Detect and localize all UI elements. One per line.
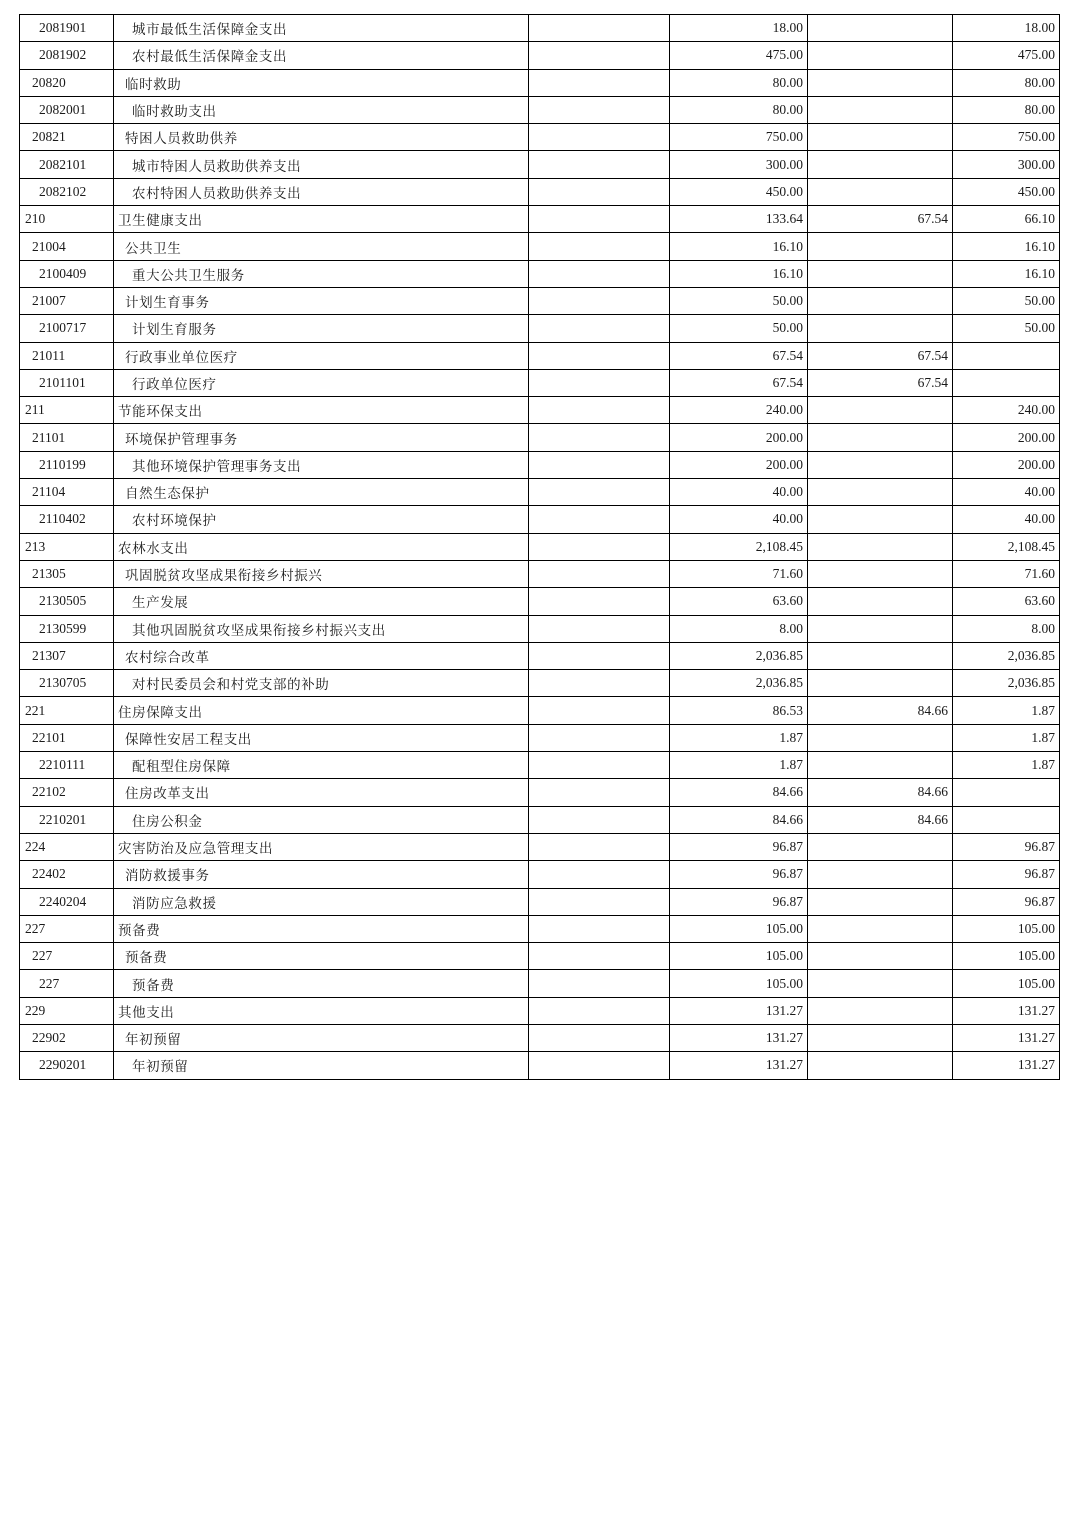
item-name-cell: 环境保护管理事务 [114, 424, 529, 451]
code-cell: 224 [20, 833, 114, 860]
value2-cell: 84.66 [808, 806, 953, 833]
table-row [20, 69, 1060, 96]
code-cell: 2130505 [20, 588, 114, 615]
table-row [20, 670, 1060, 697]
value3-cell [953, 369, 1060, 396]
empty-cell [529, 42, 670, 69]
value1-cell: 50.00 [670, 315, 808, 342]
value3-cell: 1.87 [953, 724, 1060, 751]
empty-cell [529, 479, 670, 506]
code-cell: 2130599 [20, 615, 114, 642]
value2-cell [808, 752, 953, 779]
table-row [20, 479, 1060, 506]
value2-cell: 67.54 [808, 206, 953, 233]
item-name-cell: 节能环保支出 [114, 397, 529, 424]
value3-cell: 18.00 [953, 15, 1060, 42]
value1-cell: 300.00 [670, 151, 808, 178]
item-name-cell: 城市最低生活保障金支出 [114, 15, 529, 42]
value2-cell [808, 533, 953, 560]
value1-cell: 133.64 [670, 206, 808, 233]
value1-cell: 40.00 [670, 479, 808, 506]
item-name-cell: 行政单位医疗 [114, 369, 529, 396]
empty-cell [529, 342, 670, 369]
table-row [20, 260, 1060, 287]
value3-cell: 80.00 [953, 96, 1060, 123]
value3-cell: 96.87 [953, 833, 1060, 860]
empty-cell [529, 752, 670, 779]
value2-cell [808, 96, 953, 123]
value1-cell: 80.00 [670, 69, 808, 96]
code-cell: 2110199 [20, 451, 114, 478]
value2-cell [808, 479, 953, 506]
table-row [20, 42, 1060, 69]
empty-cell [529, 833, 670, 860]
code-cell: 21104 [20, 479, 114, 506]
value3-cell: 40.00 [953, 506, 1060, 533]
value2-cell [808, 287, 953, 314]
empty-cell [529, 642, 670, 669]
code-cell: 20821 [20, 124, 114, 151]
item-name-cell: 计划生育服务 [114, 315, 529, 342]
code-cell: 22902 [20, 1024, 114, 1051]
empty-cell [529, 888, 670, 915]
item-name-cell: 预备费 [114, 915, 529, 942]
empty-cell [529, 369, 670, 396]
code-cell: 22402 [20, 861, 114, 888]
value3-cell: 240.00 [953, 397, 1060, 424]
value3-cell: 50.00 [953, 287, 1060, 314]
code-cell: 2130705 [20, 670, 114, 697]
value2-cell [808, 151, 953, 178]
code-cell: 227 [20, 915, 114, 942]
budget-table-body [20, 15, 1060, 1080]
value2-cell: 67.54 [808, 342, 953, 369]
empty-cell [529, 997, 670, 1024]
value3-cell: 80.00 [953, 69, 1060, 96]
value2-cell: 67.54 [808, 369, 953, 396]
item-name-cell: 农村特困人员救助供养支出 [114, 178, 529, 205]
empty-cell [529, 861, 670, 888]
table-row [20, 560, 1060, 587]
empty-cell [529, 287, 670, 314]
value3-cell: 200.00 [953, 451, 1060, 478]
item-name-cell: 自然生态保护 [114, 479, 529, 506]
empty-cell [529, 1024, 670, 1051]
table-row [20, 943, 1060, 970]
value3-cell: 16.10 [953, 260, 1060, 287]
empty-cell [529, 533, 670, 560]
item-name-cell: 临时救助 [114, 69, 529, 96]
table-row [20, 1024, 1060, 1051]
item-name-cell: 消防应急救援 [114, 888, 529, 915]
empty-cell [529, 943, 670, 970]
table-row [20, 506, 1060, 533]
item-name-cell: 住房公积金 [114, 806, 529, 833]
item-name-cell: 消防救援事务 [114, 861, 529, 888]
value2-cell [808, 560, 953, 587]
table-row [20, 833, 1060, 860]
empty-cell [529, 915, 670, 942]
value1-cell: 84.66 [670, 806, 808, 833]
value2-cell [808, 997, 953, 1024]
value3-cell: 475.00 [953, 42, 1060, 69]
value1-cell: 8.00 [670, 615, 808, 642]
item-name-cell: 计划生育事务 [114, 287, 529, 314]
code-cell: 21011 [20, 342, 114, 369]
value3-cell: 8.00 [953, 615, 1060, 642]
value2-cell [808, 315, 953, 342]
value1-cell: 16.10 [670, 233, 808, 260]
code-cell: 2081901 [20, 15, 114, 42]
empty-cell [529, 560, 670, 587]
code-cell: 21101 [20, 424, 114, 451]
value1-cell: 105.00 [670, 970, 808, 997]
value2-cell [808, 861, 953, 888]
value2-cell [808, 943, 953, 970]
value2-cell [808, 178, 953, 205]
empty-cell [529, 233, 670, 260]
empty-cell [529, 315, 670, 342]
code-cell: 2240204 [20, 888, 114, 915]
table-row [20, 861, 1060, 888]
value3-cell [953, 779, 1060, 806]
item-name-cell: 年初预留 [114, 1024, 529, 1051]
item-name-cell: 其他巩固脱贫攻坚成果衔接乡村振兴支出 [114, 615, 529, 642]
value1-cell: 450.00 [670, 178, 808, 205]
value1-cell: 105.00 [670, 915, 808, 942]
value3-cell: 450.00 [953, 178, 1060, 205]
value3-cell: 200.00 [953, 424, 1060, 451]
value2-cell [808, 833, 953, 860]
table-row [20, 124, 1060, 151]
value3-cell: 2,036.85 [953, 642, 1060, 669]
empty-cell [529, 806, 670, 833]
value2-cell: 84.66 [808, 697, 953, 724]
code-cell: 21307 [20, 642, 114, 669]
table-row [20, 697, 1060, 724]
value2-cell [808, 124, 953, 151]
code-cell: 211 [20, 397, 114, 424]
value1-cell: 71.60 [670, 560, 808, 587]
value3-cell: 1.87 [953, 752, 1060, 779]
code-cell: 22101 [20, 724, 114, 751]
empty-cell [529, 779, 670, 806]
table-row [20, 724, 1060, 751]
value3-cell: 750.00 [953, 124, 1060, 151]
empty-cell [529, 588, 670, 615]
value1-cell: 86.53 [670, 697, 808, 724]
code-cell: 20820 [20, 69, 114, 96]
item-name-cell: 其他支出 [114, 997, 529, 1024]
code-cell: 2101101 [20, 369, 114, 396]
table-row [20, 752, 1060, 779]
item-name-cell: 城市特困人员救助供养支出 [114, 151, 529, 178]
table-row [20, 233, 1060, 260]
value3-cell: 105.00 [953, 970, 1060, 997]
value2-cell [808, 915, 953, 942]
code-cell: 22102 [20, 779, 114, 806]
code-cell: 2082001 [20, 96, 114, 123]
value2-cell [808, 451, 953, 478]
item-name-cell: 配租型住房保障 [114, 752, 529, 779]
value1-cell: 131.27 [670, 997, 808, 1024]
value3-cell: 63.60 [953, 588, 1060, 615]
code-cell: 2210201 [20, 806, 114, 833]
table-row [20, 287, 1060, 314]
empty-cell [529, 615, 670, 642]
value2-cell [808, 970, 953, 997]
value1-cell: 96.87 [670, 888, 808, 915]
table-row [20, 342, 1060, 369]
value1-cell: 63.60 [670, 588, 808, 615]
value1-cell: 475.00 [670, 42, 808, 69]
value1-cell: 105.00 [670, 943, 808, 970]
table-row [20, 315, 1060, 342]
value2-cell [808, 397, 953, 424]
item-name-cell: 农村综合改革 [114, 642, 529, 669]
code-cell: 2100717 [20, 315, 114, 342]
empty-cell [529, 451, 670, 478]
value3-cell: 50.00 [953, 315, 1060, 342]
item-name-cell: 重大公共卫生服务 [114, 260, 529, 287]
value2-cell [808, 588, 953, 615]
empty-cell [529, 69, 670, 96]
value1-cell: 131.27 [670, 1024, 808, 1051]
code-cell: 227 [20, 970, 114, 997]
value1-cell: 84.66 [670, 779, 808, 806]
table-row [20, 888, 1060, 915]
item-name-cell: 公共卫生 [114, 233, 529, 260]
value2-cell: 84.66 [808, 779, 953, 806]
table-row [20, 96, 1060, 123]
value1-cell: 1.87 [670, 724, 808, 751]
value1-cell: 131.27 [670, 1052, 808, 1079]
table-row [20, 588, 1060, 615]
table-row [20, 1052, 1060, 1079]
value3-cell [953, 806, 1060, 833]
value2-cell [808, 642, 953, 669]
value2-cell [808, 233, 953, 260]
value3-cell: 96.87 [953, 888, 1060, 915]
table-row [20, 397, 1060, 424]
item-name-cell: 农村最低生活保障金支出 [114, 42, 529, 69]
code-cell: 2110402 [20, 506, 114, 533]
code-cell: 229 [20, 997, 114, 1024]
value3-cell: 131.27 [953, 997, 1060, 1024]
code-cell: 221 [20, 697, 114, 724]
item-name-cell: 保障性安居工程支出 [114, 724, 529, 751]
empty-cell [529, 697, 670, 724]
value2-cell [808, 69, 953, 96]
item-name-cell: 特困人员救助供养 [114, 124, 529, 151]
empty-cell [529, 151, 670, 178]
empty-cell [529, 970, 670, 997]
table-row [20, 997, 1060, 1024]
empty-cell [529, 15, 670, 42]
table-row [20, 533, 1060, 560]
value2-cell [808, 615, 953, 642]
value1-cell: 50.00 [670, 287, 808, 314]
code-cell: 227 [20, 943, 114, 970]
item-name-cell: 年初预留 [114, 1052, 529, 1079]
table-row [20, 151, 1060, 178]
value2-cell [808, 1052, 953, 1079]
code-cell: 21007 [20, 287, 114, 314]
item-name-cell: 灾害防治及应急管理支出 [114, 833, 529, 860]
value3-cell [953, 342, 1060, 369]
table-row [20, 451, 1060, 478]
value1-cell: 2,108.45 [670, 533, 808, 560]
item-name-cell: 卫生健康支出 [114, 206, 529, 233]
item-name-cell: 对村民委员会和村党支部的补助 [114, 670, 529, 697]
code-cell: 2082101 [20, 151, 114, 178]
value2-cell [808, 42, 953, 69]
empty-cell [529, 724, 670, 751]
empty-cell [529, 206, 670, 233]
item-name-cell: 住房改革支出 [114, 779, 529, 806]
code-cell: 213 [20, 533, 114, 560]
value3-cell: 40.00 [953, 479, 1060, 506]
value1-cell: 96.87 [670, 861, 808, 888]
value1-cell: 1.87 [670, 752, 808, 779]
value1-cell: 240.00 [670, 397, 808, 424]
empty-cell [529, 397, 670, 424]
value3-cell: 71.60 [953, 560, 1060, 587]
empty-cell [529, 178, 670, 205]
value2-cell [808, 888, 953, 915]
table-row [20, 806, 1060, 833]
value1-cell: 40.00 [670, 506, 808, 533]
code-cell: 210 [20, 206, 114, 233]
empty-cell [529, 1052, 670, 1079]
item-name-cell: 住房保障支出 [114, 697, 529, 724]
value1-cell: 16.10 [670, 260, 808, 287]
code-cell: 2290201 [20, 1052, 114, 1079]
value1-cell: 200.00 [670, 451, 808, 478]
value2-cell [808, 1024, 953, 1051]
item-name-cell: 行政事业单位医疗 [114, 342, 529, 369]
empty-cell [529, 124, 670, 151]
table-row [20, 970, 1060, 997]
value1-cell: 750.00 [670, 124, 808, 151]
code-cell: 2082102 [20, 178, 114, 205]
empty-cell [529, 670, 670, 697]
code-cell: 21305 [20, 560, 114, 587]
value3-cell: 131.27 [953, 1052, 1060, 1079]
item-name-cell: 临时救助支出 [114, 96, 529, 123]
code-cell: 2210111 [20, 752, 114, 779]
value3-cell: 105.00 [953, 915, 1060, 942]
value3-cell: 96.87 [953, 861, 1060, 888]
item-name-cell: 预备费 [114, 943, 529, 970]
table-row [20, 615, 1060, 642]
budget-expenditure-table [19, 14, 1060, 1080]
table-row [20, 178, 1060, 205]
value3-cell: 66.10 [953, 206, 1060, 233]
value3-cell: 2,108.45 [953, 533, 1060, 560]
item-name-cell: 生产发展 [114, 588, 529, 615]
value2-cell [808, 670, 953, 697]
value3-cell: 1.87 [953, 697, 1060, 724]
item-name-cell: 农林水支出 [114, 533, 529, 560]
value1-cell: 67.54 [670, 369, 808, 396]
empty-cell [529, 96, 670, 123]
value2-cell [808, 424, 953, 451]
value1-cell: 200.00 [670, 424, 808, 451]
value2-cell [808, 724, 953, 751]
value1-cell: 67.54 [670, 342, 808, 369]
code-cell: 2081902 [20, 42, 114, 69]
value3-cell: 300.00 [953, 151, 1060, 178]
value3-cell: 2,036.85 [953, 670, 1060, 697]
empty-cell [529, 506, 670, 533]
table-row [20, 15, 1060, 42]
value1-cell: 80.00 [670, 96, 808, 123]
empty-cell [529, 424, 670, 451]
table-row [20, 206, 1060, 233]
value3-cell: 16.10 [953, 233, 1060, 260]
item-name-cell: 农村环境保护 [114, 506, 529, 533]
value3-cell: 105.00 [953, 943, 1060, 970]
item-name-cell: 巩固脱贫攻坚成果衔接乡村振兴 [114, 560, 529, 587]
code-cell: 2100409 [20, 260, 114, 287]
item-name-cell: 预备费 [114, 970, 529, 997]
table-row [20, 915, 1060, 942]
value2-cell [808, 260, 953, 287]
empty-cell [529, 260, 670, 287]
table-row [20, 369, 1060, 396]
value1-cell: 2,036.85 [670, 642, 808, 669]
item-name-cell: 其他环境保护管理事务支出 [114, 451, 529, 478]
value2-cell [808, 506, 953, 533]
value1-cell: 18.00 [670, 15, 808, 42]
table-row [20, 642, 1060, 669]
table-row [20, 424, 1060, 451]
value1-cell: 2,036.85 [670, 670, 808, 697]
table-row [20, 779, 1060, 806]
value1-cell: 96.87 [670, 833, 808, 860]
value3-cell: 131.27 [953, 1024, 1060, 1051]
code-cell: 21004 [20, 233, 114, 260]
value2-cell [808, 15, 953, 42]
